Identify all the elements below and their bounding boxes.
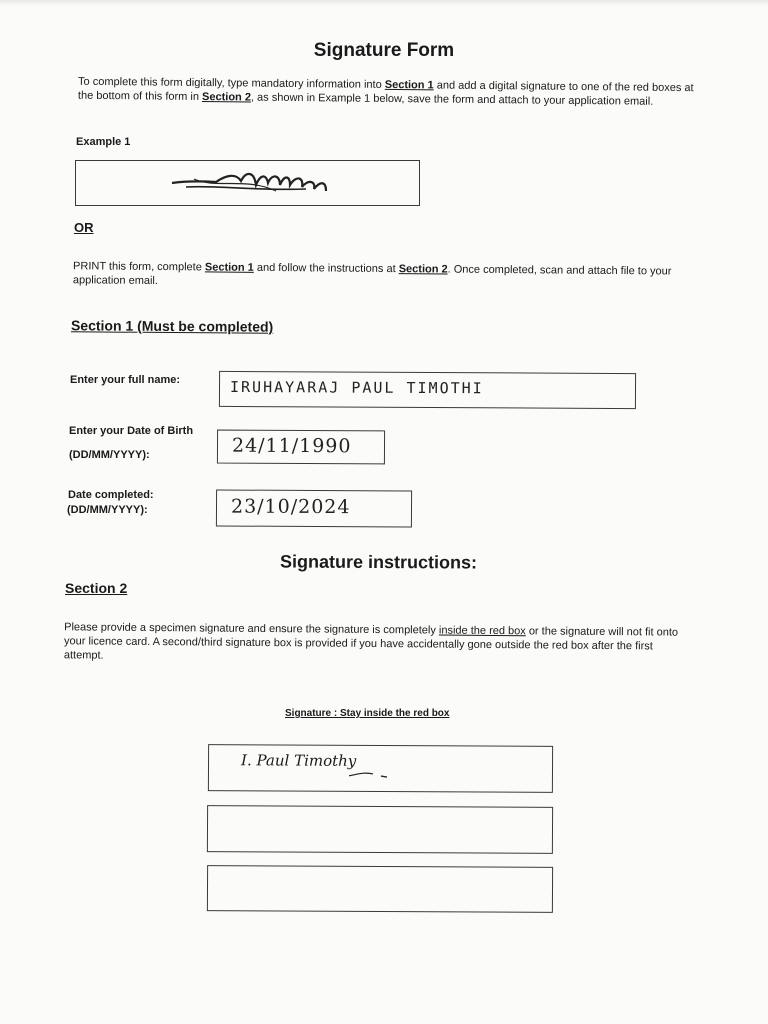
signature-box-caption: Signature : Stay inside the red box <box>285 708 450 719</box>
dob-field[interactable] <box>217 430 385 465</box>
intro-section1-ref: Section 1 <box>384 78 434 92</box>
section2-text-1: Please provide a specimen signature and ensure the signature is completely <box>64 621 440 637</box>
section2-paragraph <box>64 620 692 667</box>
intro-text-1: To complete this form digitally, type mandatory information into <box>78 75 385 91</box>
section2-text-2: or the signature will not fit onto your licence card. A second/third signature box is provided if you have accidentally gone outside the red box after the first attempt. <box>63 625 679 662</box>
example-label: Example 1 <box>76 136 131 148</box>
signature-box-1[interactable] <box>208 744 553 793</box>
intro-text-3: , as shown in Example 1 below, save the form and attach to your application email. <box>250 91 654 108</box>
dob-label-line1: Enter your Date of Birth <box>69 425 194 437</box>
section1-heading: Section 1 (Must be completed) <box>70 317 274 335</box>
example-signature-box <box>75 160 420 206</box>
print-text-2: and follow the instructions at <box>253 261 399 276</box>
signature-flourish <box>209 745 554 794</box>
date-completed-label-line1: Date completed: <box>68 489 154 501</box>
full-name-value: IRUHAYARAJ PAUL TIMOTHI <box>229 377 484 398</box>
or-label: OR <box>74 220 94 235</box>
intro-paragraph <box>78 75 706 110</box>
date-completed-label-line2: (DD/MM/YYYY): <box>67 504 148 516</box>
print-section2-ref: Section 2 <box>398 263 448 276</box>
dob-value: 24/11/1990 <box>231 434 352 458</box>
inside-red-box-text: inside the red box <box>438 624 526 638</box>
intro-text-2: and add a digital signature to one of the red boxes at the bottom of this form in <box>77 79 694 104</box>
full-name-label: Enter your full name: <box>70 374 181 386</box>
date-completed-field[interactable] <box>216 489 412 527</box>
signature-text: I. Paul Timothy <box>240 751 357 770</box>
print-text-1: PRINT this form, complete <box>73 260 205 274</box>
scan-edge <box>0 0 768 6</box>
form-title: Signature Form <box>313 40 455 61</box>
intro-section2-ref: Section 2 <box>201 91 252 104</box>
full-name-field[interactable] <box>219 371 636 409</box>
example-signature-image <box>76 161 421 207</box>
dob-label-line2: (DD/MM/YYYY): <box>69 449 150 461</box>
signature-box-2[interactable] <box>207 805 553 854</box>
date-completed-value: 23/10/2024 <box>230 495 351 519</box>
print-paragraph <box>73 259 703 292</box>
section2-heading: Section 2 <box>65 580 128 596</box>
signature-box-3[interactable] <box>207 865 553 913</box>
print-text-3: . Once completed, scan and attach file to your application email. <box>72 263 672 287</box>
signature-instructions-heading: Signature instructions: <box>279 551 478 573</box>
print-section1-ref: Section 1 <box>204 261 254 274</box>
